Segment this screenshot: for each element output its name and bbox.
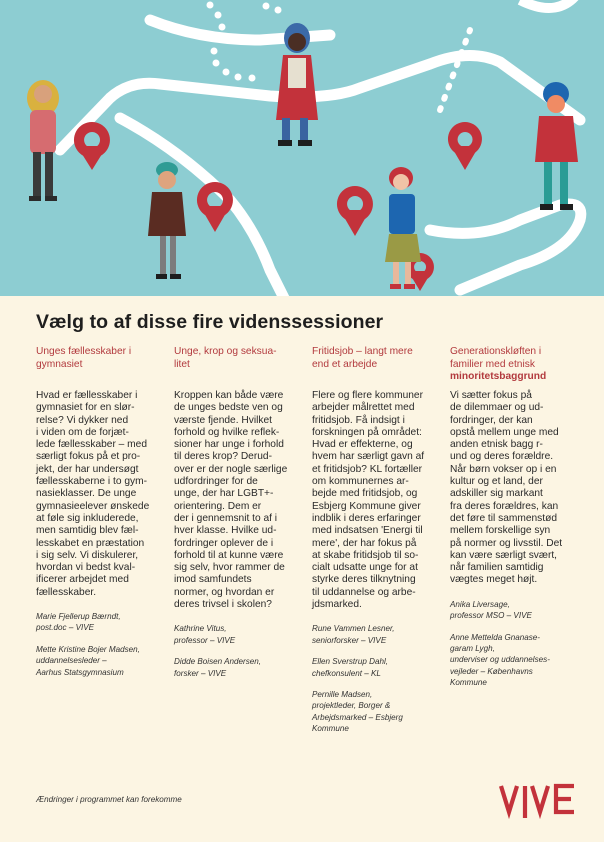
session-heading-line: familier med etnisk [450, 358, 535, 370]
description-line: deres trivsel i skolen? [174, 599, 272, 611]
description-line: til uddannelse og arbe- [312, 586, 416, 598]
description-line: der i gennemsnit to af i [174, 512, 278, 524]
description-line: forhold og hvilke reflek- [174, 426, 280, 438]
description-line: unge, der har LGBT+- [174, 488, 274, 500]
session-description [36, 390, 154, 599]
map-pin-icons [74, 122, 482, 291]
hero-illustration [0, 0, 604, 296]
description-line: opstå mellem unge med [450, 426, 559, 438]
description-line: hver klasse. Hvilke ud- [174, 525, 277, 537]
footer-note: Ændringer i programmet kan forekomme [36, 795, 182, 804]
city-map-illustration [0, 0, 604, 296]
description-line: et fritidsjob? KL fortæller [312, 463, 423, 475]
description-line: anden etnisk bagg r- [450, 439, 543, 451]
speaker-line: Kathrine Vitus, [174, 624, 227, 634]
speaker-line: vejleder – Københavns [450, 666, 533, 676]
speakers-list [450, 599, 568, 689]
description-line: Hvad er fællesskaber i [36, 390, 138, 401]
session-heading [174, 346, 292, 386]
description-line: Hvad er effekterne, og [312, 439, 413, 451]
speaker-line: Pernille Madsen, [312, 689, 373, 699]
description-line: gymnasiet for en slør- [36, 402, 135, 414]
session-column-4 [450, 346, 568, 699]
person-woman-curly-hair [27, 80, 59, 201]
description-line: men samtidig blev fæl- [36, 525, 139, 537]
description-line: forskningen på området: [312, 426, 422, 438]
description-line: adskiller sig markant [450, 488, 543, 500]
speaker [174, 623, 292, 646]
person-woman-red-hair [385, 167, 421, 289]
description-line: Esbjerg Kommune giver [312, 500, 421, 512]
speaker [174, 656, 292, 679]
description-line: med indsatsen 'Energi til [312, 525, 423, 537]
description-line: forhold til at kunne være [174, 549, 284, 561]
description-line: jdsmarked. [312, 599, 362, 611]
session-description [174, 390, 292, 611]
session-heading-line: end et arbejde [312, 358, 378, 370]
session-heading-line: Unges fællesskaber i [36, 346, 132, 357]
speaker-line: post.doc – VIVE [36, 623, 95, 633]
speaker-line: Marie Fjellerup Bærndt, [36, 612, 121, 622]
description-line: at føle sig inkluderede, [36, 512, 139, 524]
description-line: udfordringer for de [174, 476, 258, 488]
description-line: i viden om de forjæt- [36, 426, 129, 438]
description-line: i sig selv. Vi diskulerer, [36, 549, 139, 561]
session-heading [450, 346, 568, 386]
speaker-line: uddannelsesleder – [36, 656, 107, 666]
speaker-line: projektleder, Borger & [312, 701, 391, 711]
description-line: orientering. Dem er [174, 500, 262, 512]
session-heading-line: Unge, krop og seksua- [174, 346, 277, 357]
speaker-line: Ellen Sverstrup Dahl, [312, 657, 389, 667]
session-column-1 [36, 346, 154, 688]
speaker-line: professor MSO – VIVE [450, 611, 532, 621]
speaker-line: Kommune [450, 678, 487, 688]
description-line: værste fjende. Hvilket [174, 414, 272, 426]
description-line: sig selv, hvor rammer de [174, 562, 285, 574]
speaker-line: Kommune [312, 724, 349, 734]
session-heading-line: minoritetsbaggrund [450, 371, 547, 382]
description-line: vægtes meget højt. [450, 574, 538, 586]
speaker-line: Anika Liversage, [450, 599, 510, 609]
person-man-teal-hair [148, 162, 186, 279]
session-column-3 [312, 346, 430, 745]
speaker [312, 623, 430, 646]
description-line: arbejder målrettet med [312, 402, 415, 414]
speaker-line: garam Lygh, [450, 643, 495, 653]
speaker [312, 689, 430, 735]
description-line: over er der nogle særlige [174, 463, 288, 475]
session-column-2 [174, 346, 292, 689]
description-line: hvordan vi bedst kval- [36, 562, 136, 574]
description-line: om kommunernes ar- [312, 476, 409, 488]
speaker-line: seniorforsker – VIVE [312, 635, 387, 645]
speaker-line: professor – VIVE [174, 635, 236, 645]
description-line: lesskabet en præstation [36, 537, 145, 549]
description-line: indblik i deres erfaringer [312, 512, 421, 524]
page-title: Vælg to af disse fire videnssessioner [36, 311, 384, 333]
description-line: fordringer oplever de i [174, 537, 274, 549]
description-line: gymnasieelever ønskede [36, 500, 150, 512]
description-line: jekt, der har undersøgt [36, 463, 139, 475]
description-line: de dilemmaer og ud- [450, 402, 544, 414]
description-line: sioner har unge i forhold [174, 439, 284, 451]
description-line: lede fællesskaber – med [36, 439, 147, 451]
description-line: kultur og et land, der [450, 476, 543, 488]
description-line: Når børn vokser op i en [450, 463, 557, 475]
description-line: at skabe fritidsjob til so- [312, 549, 419, 561]
description-line: det føre til sammenstød [450, 512, 557, 524]
speaker [450, 599, 568, 622]
session-heading-line: Generationskløften i [450, 346, 542, 357]
speaker-line: Anne Mettelda Gnanase- [450, 632, 540, 642]
session-description [450, 390, 568, 587]
description-line: mellem forskellige syn [450, 525, 551, 537]
description-line: fra deres forældres, kan [450, 500, 559, 512]
description-line: på normer og livsstil. Det [450, 537, 563, 549]
description-line: hvem har særligt gavn af [312, 451, 425, 463]
speakers-list [312, 623, 430, 734]
description-line: imod samfundets [174, 574, 252, 586]
speaker-line: underviser og uddannelses- [450, 655, 550, 665]
description-line: de unges bedste ven og [174, 402, 283, 414]
speaker [312, 656, 430, 679]
speaker-line: Arbejdsmarked – Esbjerg [312, 712, 403, 722]
speaker-line: Aarhus Statsgymnasium [36, 667, 124, 677]
speaker [450, 632, 568, 689]
description-line: ificerer arbejdet med [36, 574, 129, 586]
session-description [312, 390, 430, 611]
speaker-line: Mette Kristine Bojer Madsen, [36, 644, 140, 654]
speaker-line: forsker – VIVE [174, 668, 227, 678]
description-line: til deres krop? Derud- [174, 451, 272, 463]
description-line: fællesskaber. [36, 586, 97, 598]
description-line: styrke deres tilknytning [312, 574, 416, 586]
speakers-list [174, 623, 292, 679]
description-line: fællesskaberne i to gym- [36, 476, 147, 488]
speaker-line: Didde Boisen Andersen, [174, 657, 261, 667]
session-heading-line: gymnasiet [36, 358, 83, 370]
description-line: særligt fokus på et pro- [36, 451, 141, 463]
speakers-list [36, 611, 154, 678]
description-line: cialt udsatte unge for at [312, 562, 418, 574]
session-heading [312, 346, 430, 386]
description-line: und og deres forældre. [450, 451, 554, 463]
vive-logo [498, 781, 580, 819]
speaker-line: chefkonsulent – KL [312, 668, 381, 678]
description-line: Kroppen kan både være [174, 390, 284, 401]
description-line: mere', der har fokus på [312, 537, 417, 549]
person-man-blue-hair [535, 82, 578, 210]
description-line: fordringer, der kan [450, 414, 533, 426]
session-heading [36, 346, 154, 386]
description-line: Flere og flere kommuner [312, 390, 423, 401]
session-heading-line: litet [174, 358, 190, 370]
description-line: kan være særligt svært, [450, 549, 557, 561]
description-line: når familien samtidig [450, 562, 544, 574]
speaker-line: Rune Vammen Lesner, [312, 624, 395, 634]
description-line: normer, og hvordan er [174, 586, 275, 598]
description-line: fritidsjob. Få indsigt i [312, 414, 405, 426]
speaker [36, 644, 154, 678]
description-line: relse? Vi dykker ned [36, 414, 129, 426]
description-line: nasieklasser. De unge [36, 488, 137, 500]
description-line: bejde med fritidsjob, og [312, 488, 418, 500]
speaker [36, 611, 154, 634]
description-line: Vi sætter fokus på [450, 390, 532, 401]
session-heading-line: Fritidsjob – langt mere [312, 346, 413, 357]
